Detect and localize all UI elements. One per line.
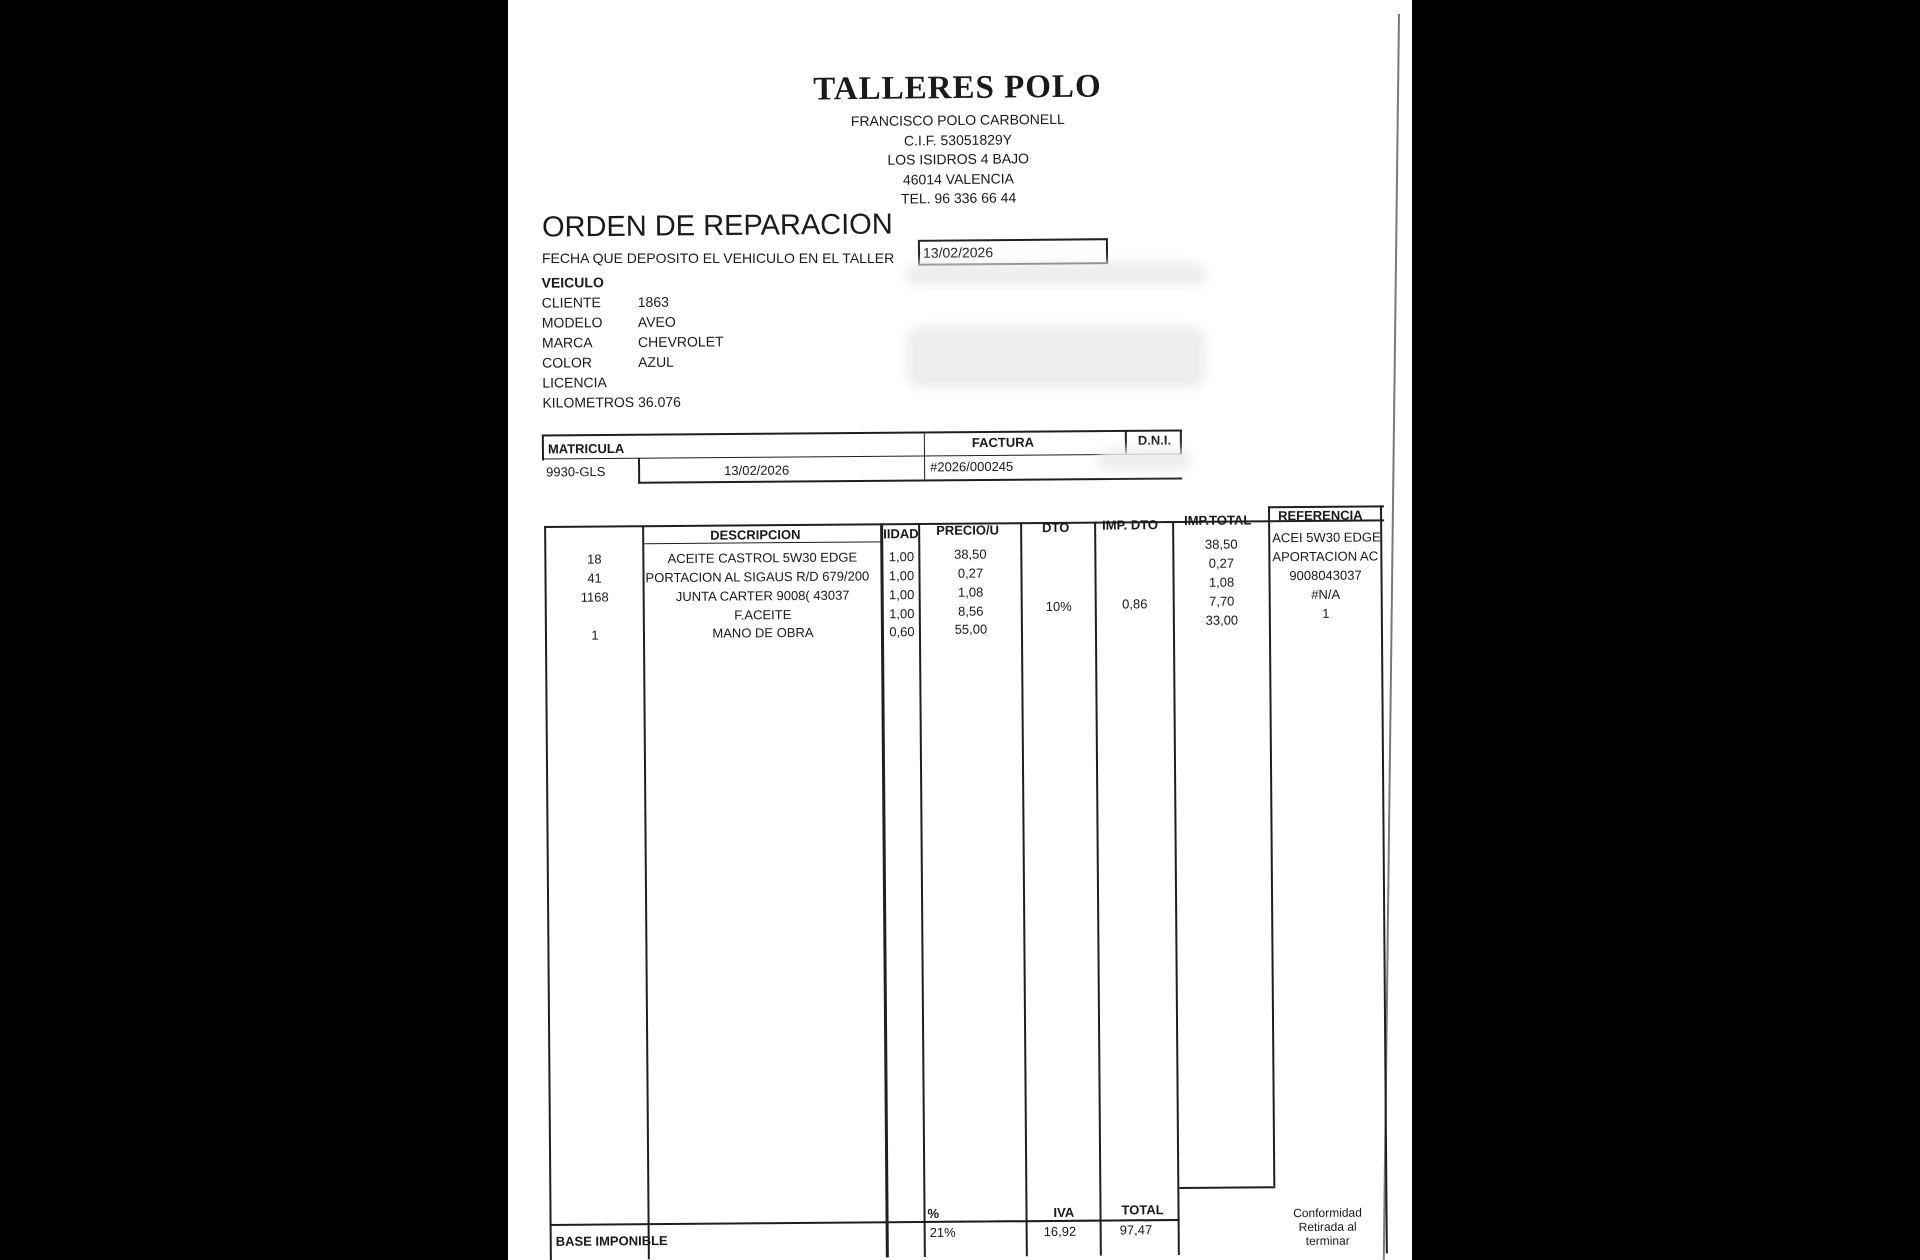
redacted-client-address	[906, 326, 1206, 388]
model-label: MODELO	[541, 314, 603, 331]
km-value: 36.076	[638, 393, 681, 410]
registration-date: 13/02/2026	[724, 462, 790, 479]
item-quantity: 1,00	[888, 568, 915, 584]
plate-header: MATRICULA	[547, 440, 625, 457]
item-total: 38,50	[1204, 536, 1238, 552]
item-unit-price: 8,56	[958, 603, 984, 619]
item-reference: #N/A	[1311, 586, 1341, 602]
vehicle-brand-row	[542, 331, 724, 352]
conformity-line-2: Retirada al	[1298, 1219, 1357, 1235]
deposit-date-label: FECHA QUE DEPOSITO EL VEHICULO EN EL TALLER	[542, 250, 895, 266]
vehicle-color-row	[542, 351, 724, 372]
conformity-note	[1269, 1205, 1385, 1248]
item-description: MANO DE OBRA	[712, 624, 814, 641]
item-unit-price: 1,08	[957, 584, 984, 600]
redacted-client-name	[906, 262, 1206, 286]
item-quantity: 0,60	[889, 624, 915, 640]
company-header	[747, 68, 1168, 211]
vehicle-km-row	[542, 391, 724, 412]
brand-value: CHEVROLET	[637, 333, 724, 350]
invoice-number: #2026/000245	[930, 458, 1014, 475]
vehicle-license-row	[542, 371, 724, 392]
vehicle-client-row	[542, 291, 724, 312]
company-name: TALLERES POLO	[813, 68, 1102, 108]
brand-label: MARCA	[541, 334, 593, 351]
iva-label: IVA	[1053, 1204, 1075, 1221]
percent-value: 21%	[929, 1224, 956, 1240]
item-total: 7,70	[1209, 593, 1235, 609]
item-code: 41	[587, 570, 602, 586]
item-quantity: 1,00	[888, 549, 915, 565]
item-discount: 10%	[1045, 598, 1072, 615]
description-header: DESCRIPCION	[710, 526, 801, 543]
item-total: 33,00	[1205, 612, 1239, 628]
item-description: PORTACION AL SIGAUS R/D 679/200	[645, 568, 870, 586]
items-table	[544, 505, 1390, 1260]
item-discount-amount: 0,86	[1122, 596, 1148, 612]
item-total: 1,08	[1208, 574, 1235, 590]
redacted-dni	[1098, 448, 1190, 472]
km-label: KILOMETROS	[542, 393, 635, 411]
invoice-sheet	[508, 0, 1412, 1260]
item-total: 0,27	[1208, 555, 1235, 571]
client-label: CLIENTE	[541, 294, 601, 311]
color-value: AZUL	[638, 353, 674, 370]
item-reference: 1	[1322, 605, 1330, 621]
discount-amount-header: IMP. DTO	[1102, 517, 1159, 533]
deposit-date-value: 13/02/2026	[922, 244, 994, 261]
company-address: LOS ISIDROS 4 BAJO	[887, 150, 1030, 168]
unit-price-header: PRECIO/U	[936, 522, 1000, 538]
item-code: 1	[591, 627, 599, 643]
item-unit-price: 55,00	[954, 621, 988, 637]
base-imponible-label: BASE IMPONIBLE	[555, 1233, 668, 1249]
item-quantity: 1,00	[889, 606, 915, 622]
vehicle-model-row	[542, 311, 724, 332]
item-unit-price: 38,50	[954, 546, 987, 562]
registration-table	[542, 429, 1182, 484]
quantity-header: IIDAD	[883, 526, 919, 542]
total-value: 97,47	[1119, 1222, 1153, 1238]
invoice-header: FACTURA	[971, 434, 1035, 451]
company-city: 46014 VALENCIA	[902, 169, 1015, 188]
item-description: F.ACEITE	[734, 607, 792, 623]
client-value: 1863	[637, 293, 669, 310]
item-reference: 9008043037	[1289, 567, 1362, 584]
item-description: ACEITE CASTROL 5W30 EDGE	[667, 549, 858, 567]
dni-header: D.N.I.	[1137, 432, 1172, 448]
total-header: IMP.TOTAL	[1184, 512, 1252, 528]
reference-header: REFERENCIA	[1277, 507, 1363, 524]
plate-value: 9930-GLS	[546, 464, 606, 480]
percent-label: %	[927, 1205, 940, 1222]
item-quantity: 1,00	[888, 587, 915, 603]
model-value: AVEO	[637, 313, 676, 330]
color-label: COLOR	[542, 354, 592, 371]
company-owner: FRANCISCO POLO CARBONELL	[850, 110, 1065, 130]
item-unit-price: 0,27	[957, 565, 984, 581]
iva-value: 16,92	[1043, 1223, 1077, 1240]
discount-header: DTO	[1042, 519, 1070, 536]
vehicle-heading: VEICULO	[541, 274, 604, 291]
vehicle-block	[542, 271, 725, 412]
item-code: 18	[587, 551, 602, 567]
company-cif: C.I.F. 53051829Y	[903, 130, 1013, 149]
conformity-line-1: Conformidad	[1293, 1205, 1362, 1221]
total-label: TOTAL	[1121, 1202, 1164, 1218]
item-reference: ACEI 5W30 EDGE	[1272, 529, 1381, 546]
item-reference: APORTACION AC	[1272, 548, 1379, 565]
document-title: ORDEN DE REPARACION	[541, 208, 893, 244]
license-label: LICENCIA	[542, 374, 607, 391]
company-phone: TEL. 96 336 66 44	[900, 189, 1017, 207]
item-description: JUNTA CARTER 9008( 43037	[675, 587, 850, 604]
item-code: 1168	[580, 589, 609, 605]
conformity-line-3: terminar	[1305, 1233, 1350, 1249]
